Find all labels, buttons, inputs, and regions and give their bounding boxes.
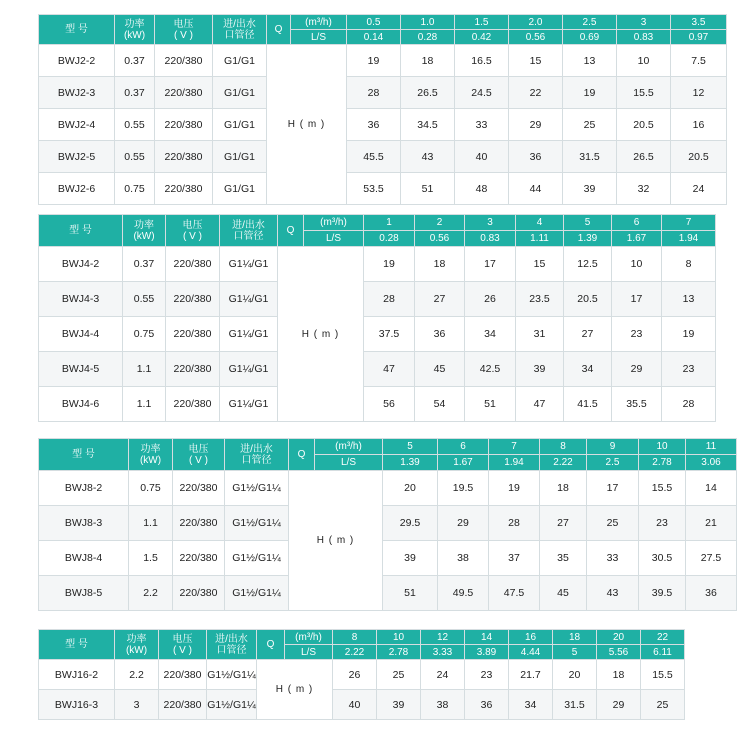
head-value: 23.5	[516, 282, 564, 317]
model-cell: BWJ2-6	[39, 173, 115, 205]
head-value: 47.5	[489, 576, 540, 611]
head-value: 12	[671, 77, 727, 109]
head-label: H ( m )	[278, 247, 364, 422]
model-header: 型 号	[39, 215, 123, 247]
power-cell: 1.5	[129, 541, 173, 576]
power-cell: 3	[115, 690, 159, 720]
head-value: 18	[540, 471, 587, 506]
model-cell: BWJ4-5	[39, 352, 123, 387]
flow-ls-value: 1.67	[612, 231, 662, 247]
flow-m3h-value: 22	[641, 630, 685, 645]
voltage-cell: 220/380	[166, 282, 220, 317]
model-cell: BWJ8-2	[39, 471, 129, 506]
voltage-cell: 220/380	[166, 247, 220, 282]
pipe-cell: G1/G1	[213, 109, 267, 141]
power-cell: 0.75	[123, 317, 166, 352]
head-value: 27.5	[686, 541, 737, 576]
unit-ls: L/S	[291, 30, 347, 45]
head-value: 39	[516, 352, 564, 387]
head-value: 24	[671, 173, 727, 205]
voltage-cell: 220/380	[155, 45, 213, 77]
head-value: 12.5	[564, 247, 612, 282]
head-value: 18	[415, 247, 465, 282]
head-value: 17	[465, 247, 516, 282]
flow-m3h-value: 20	[597, 630, 641, 645]
flow-m3h-value: 5	[383, 439, 438, 455]
voltage-cell: 220/380	[173, 576, 225, 611]
head-value: 21	[686, 506, 737, 541]
head-value: 39	[383, 541, 438, 576]
power-cell: 0.55	[115, 141, 155, 173]
voltage-cell: 220/380	[166, 387, 220, 422]
head-value: 34	[509, 690, 553, 720]
head-value: 31	[516, 317, 564, 352]
flow-m3h-value: 6	[438, 439, 489, 455]
voltage-cell: 220/380	[155, 173, 213, 205]
model-cell: BWJ16-3	[39, 690, 115, 720]
table-row	[39, 576, 737, 611]
model-cell: BWJ2-2	[39, 45, 115, 77]
head-value: 34	[465, 317, 516, 352]
head-value: 36	[347, 109, 401, 141]
head-value: 38	[438, 541, 489, 576]
flow-ls-value: 0.28	[364, 231, 415, 247]
flow-ls-value: 0.83	[617, 30, 671, 45]
power-cell: 1.1	[123, 387, 166, 422]
model-header: 型 号	[39, 15, 115, 45]
head-value: 41.5	[564, 387, 612, 422]
head-value: 37	[489, 541, 540, 576]
flow-ls-value: 1.39	[383, 455, 438, 471]
head-value: 48	[455, 173, 509, 205]
head-value: 16.5	[455, 45, 509, 77]
head-value: 25	[587, 506, 639, 541]
head-value: 15	[516, 247, 564, 282]
unit-m3h: (m³/h)	[315, 439, 383, 455]
q-header: Q	[257, 630, 285, 660]
voltage-cell: 220/380	[173, 506, 225, 541]
power-cell: 0.37	[115, 45, 155, 77]
head-value: 28	[489, 506, 540, 541]
head-value: 47	[364, 352, 415, 387]
head-value: 28	[662, 387, 716, 422]
power-cell: 0.75	[129, 471, 173, 506]
head-value: 33	[587, 541, 639, 576]
head-value: 23	[662, 352, 716, 387]
power-cell: 0.75	[115, 173, 155, 205]
head-value: 49.5	[438, 576, 489, 611]
flow-m3h-value: 14	[465, 630, 509, 645]
head-value: 36	[686, 576, 737, 611]
head-value: 39	[377, 690, 421, 720]
pipe-cell: G1½/G1¼	[225, 506, 289, 541]
unit-ls: L/S	[315, 455, 383, 471]
table-row	[39, 317, 716, 352]
flow-m3h-value: 3.5	[671, 15, 727, 30]
head-value: 19	[489, 471, 540, 506]
flow-ls-value: 2.22	[540, 455, 587, 471]
head-value: 7.5	[671, 45, 727, 77]
table-row	[39, 471, 737, 506]
flow-ls-value: 1.94	[662, 231, 716, 247]
power-cell: 2.2	[129, 576, 173, 611]
pipe-cell: G1½/G1¼	[225, 471, 289, 506]
head-value: 26.5	[617, 141, 671, 173]
head-value: 34.5	[401, 109, 455, 141]
flow-ls-value: 0.14	[347, 30, 401, 45]
model-cell: BWJ8-4	[39, 541, 129, 576]
flow-m3h-value: 10	[639, 439, 686, 455]
head-value: 18	[401, 45, 455, 77]
table-row	[39, 173, 727, 205]
flow-m3h-value: 7	[489, 439, 540, 455]
voltage-header: 电压 ( V )	[159, 630, 207, 660]
head-value: 17	[612, 282, 662, 317]
table-row	[39, 109, 727, 141]
model-cell: BWJ8-5	[39, 576, 129, 611]
head-value: 10	[612, 247, 662, 282]
flow-ls-value: 5	[553, 645, 597, 660]
head-value: 47	[516, 387, 564, 422]
pipe-cell: G1¼/G1	[220, 352, 278, 387]
head-value: 18	[597, 660, 641, 690]
power-cell: 0.37	[115, 77, 155, 109]
model-cell: BWJ2-3	[39, 77, 115, 109]
voltage-cell: 220/380	[155, 109, 213, 141]
head-value: 20.5	[564, 282, 612, 317]
pipe-cell: G1½/G1¼	[225, 576, 289, 611]
head-value: 45	[415, 352, 465, 387]
pipe-cell: G1/G1	[213, 45, 267, 77]
flow-ls-value: 2.78	[377, 645, 421, 660]
head-value: 29	[612, 352, 662, 387]
unit-m3h: (m³/h)	[304, 215, 364, 231]
flow-m3h-value: 1.5	[455, 15, 509, 30]
voltage-cell: 220/380	[166, 352, 220, 387]
flow-ls-value: 2.78	[639, 455, 686, 471]
head-value: 22	[509, 77, 563, 109]
flow-m3h-value: 1.0	[401, 15, 455, 30]
pipe-cell: G1/G1	[213, 173, 267, 205]
power-cell: 0.55	[123, 282, 166, 317]
flow-m3h-value: 8	[540, 439, 587, 455]
head-value: 40	[333, 690, 377, 720]
pipe-header: 进/出水 口管径	[213, 15, 267, 45]
flow-ls-value: 2.22	[333, 645, 377, 660]
pipe-cell: G1¼/G1	[220, 387, 278, 422]
flow-m3h-value: 9	[587, 439, 639, 455]
flow-m3h-value: 6	[612, 215, 662, 231]
power-cell: 1.1	[129, 506, 173, 541]
model-cell: BWJ2-4	[39, 109, 115, 141]
pipe-header: 进/出水 口管径	[220, 215, 278, 247]
flow-ls-value: 3.06	[686, 455, 737, 471]
voltage-cell: 220/380	[166, 317, 220, 352]
flow-m3h-value: 2	[415, 215, 465, 231]
pipe-cell: G1½/G1¼	[207, 660, 257, 690]
flow-m3h-value: 10	[377, 630, 421, 645]
head-value: 45.5	[347, 141, 401, 173]
head-value: 15	[509, 45, 563, 77]
unit-ls: L/S	[285, 645, 333, 660]
pipe-header: 进/出水 口管径	[207, 630, 257, 660]
head-value: 21.7	[509, 660, 553, 690]
head-value: 20.5	[671, 141, 727, 173]
head-value: 27	[564, 317, 612, 352]
flow-ls-value: 5.56	[597, 645, 641, 660]
model-header: 型 号	[39, 439, 129, 471]
head-value: 13	[662, 282, 716, 317]
pipe-header: 进/出水 口管径	[225, 439, 289, 471]
head-value: 20	[383, 471, 438, 506]
q-header: Q	[267, 15, 291, 45]
table-row	[39, 282, 716, 317]
power-header: 功率 (kW)	[115, 15, 155, 45]
head-value: 26	[333, 660, 377, 690]
flow-ls-value: 3.33	[421, 645, 465, 660]
flow-m3h-value: 18	[553, 630, 597, 645]
spec-table	[38, 629, 685, 720]
head-value: 36	[465, 690, 509, 720]
head-value: 26	[465, 282, 516, 317]
flow-m3h-value: 3	[617, 15, 671, 30]
head-value: 42.5	[465, 352, 516, 387]
head-value: 33	[455, 109, 509, 141]
flow-m3h-value: 7	[662, 215, 716, 231]
flow-m3h-value: 0.5	[347, 15, 401, 30]
head-label: H ( m )	[289, 471, 383, 611]
head-value: 8	[662, 247, 716, 282]
head-value: 27	[415, 282, 465, 317]
flow-ls-value: 0.56	[509, 30, 563, 45]
flow-ls-value: 1.94	[489, 455, 540, 471]
voltage-header: 电压 ( V )	[173, 439, 225, 471]
voltage-cell: 220/380	[155, 141, 213, 173]
flow-ls-value: 2.5	[587, 455, 639, 471]
head-value: 29	[438, 506, 489, 541]
table-row	[39, 352, 716, 387]
power-cell: 1.1	[123, 352, 166, 387]
head-value: 29	[509, 109, 563, 141]
power-cell: 2.2	[115, 660, 159, 690]
head-value: 37.5	[364, 317, 415, 352]
table-row	[39, 387, 716, 422]
flow-ls-value: 0.28	[401, 30, 455, 45]
power-header: 功率 (kW)	[129, 439, 173, 471]
unit-m3h: (m³/h)	[291, 15, 347, 30]
header-row	[39, 15, 727, 30]
table-row	[39, 141, 727, 173]
head-value: 54	[415, 387, 465, 422]
head-value: 27	[540, 506, 587, 541]
head-value: 19.5	[438, 471, 489, 506]
head-value: 26.5	[401, 77, 455, 109]
model-cell: BWJ4-3	[39, 282, 123, 317]
head-value: 28	[347, 77, 401, 109]
voltage-cell: 220/380	[173, 471, 225, 506]
flow-ls-value: 6.11	[641, 645, 685, 660]
flow-m3h-value: 1	[364, 215, 415, 231]
head-value: 25	[563, 109, 617, 141]
table-row	[39, 77, 727, 109]
head-value: 19	[662, 317, 716, 352]
flow-ls-value: 0.97	[671, 30, 727, 45]
head-value: 16	[671, 109, 727, 141]
pipe-cell: G1¼/G1	[220, 317, 278, 352]
head-value: 36	[509, 141, 563, 173]
voltage-cell: 220/380	[173, 541, 225, 576]
table-row	[39, 45, 727, 77]
q-header: Q	[289, 439, 315, 471]
head-label: H ( m )	[257, 660, 333, 720]
table-row	[39, 247, 716, 282]
table-row	[39, 660, 685, 690]
head-value: 10	[617, 45, 671, 77]
head-value: 19	[563, 77, 617, 109]
q-header: Q	[278, 215, 304, 247]
flow-m3h-value: 2.5	[563, 15, 617, 30]
model-cell: BWJ4-6	[39, 387, 123, 422]
flow-m3h-value: 8	[333, 630, 377, 645]
head-value: 30.5	[639, 541, 686, 576]
model-cell: BWJ4-2	[39, 247, 123, 282]
flow-ls-value: 1.11	[516, 231, 564, 247]
spec-table	[38, 214, 716, 422]
model-cell: BWJ2-5	[39, 141, 115, 173]
head-value: 15.5	[617, 77, 671, 109]
flow-m3h-value: 12	[421, 630, 465, 645]
pipe-cell: G1¼/G1	[220, 282, 278, 317]
head-value: 24.5	[455, 77, 509, 109]
head-value: 43	[587, 576, 639, 611]
head-value: 24	[421, 660, 465, 690]
head-value: 44	[509, 173, 563, 205]
pipe-cell: G1½/G1¼	[225, 541, 289, 576]
pipe-cell: G1/G1	[213, 141, 267, 173]
head-value: 15.5	[639, 471, 686, 506]
flow-ls-value: 0.56	[415, 231, 465, 247]
flow-ls-value: 0.69	[563, 30, 617, 45]
head-value: 23	[639, 506, 686, 541]
head-value: 35.5	[612, 387, 662, 422]
flow-m3h-value: 11	[686, 439, 737, 455]
head-value: 32	[617, 173, 671, 205]
model-cell: BWJ8-3	[39, 506, 129, 541]
head-value: 23	[465, 660, 509, 690]
head-value: 29.5	[383, 506, 438, 541]
head-value: 25	[641, 690, 685, 720]
pipe-cell: G1½/G1¼	[207, 690, 257, 720]
head-value: 29	[597, 690, 641, 720]
head-value: 31.5	[563, 141, 617, 173]
voltage-cell: 220/380	[159, 660, 207, 690]
flow-m3h-value: 3	[465, 215, 516, 231]
model-header: 型 号	[39, 630, 115, 660]
head-value: 56	[364, 387, 415, 422]
spec-table	[38, 438, 737, 611]
model-cell: BWJ16-2	[39, 660, 115, 690]
unit-ls: L/S	[304, 231, 364, 247]
voltage-header: 电压 ( V )	[166, 215, 220, 247]
flow-ls-value: 1.39	[564, 231, 612, 247]
flow-ls-value: 4.44	[509, 645, 553, 660]
head-value: 51	[383, 576, 438, 611]
voltage-header: 电压 ( V )	[155, 15, 213, 45]
head-value: 40	[455, 141, 509, 173]
head-value: 14	[686, 471, 737, 506]
head-value: 28	[364, 282, 415, 317]
head-value: 53.5	[347, 173, 401, 205]
flow-m3h-value: 5	[564, 215, 612, 231]
table-row	[39, 690, 685, 720]
head-value: 51	[465, 387, 516, 422]
unit-m3h: (m³/h)	[285, 630, 333, 645]
head-value: 13	[563, 45, 617, 77]
flow-ls-value: 1.67	[438, 455, 489, 471]
header-row	[39, 630, 685, 645]
flow-m3h-value: 16	[509, 630, 553, 645]
head-value: 38	[421, 690, 465, 720]
header-row	[39, 215, 716, 231]
flow-ls-value: 0.83	[465, 231, 516, 247]
table-row	[39, 541, 737, 576]
flow-ls-value: 0.42	[455, 30, 509, 45]
pipe-cell: G1¼/G1	[220, 247, 278, 282]
head-value: 39	[563, 173, 617, 205]
head-value: 31.5	[553, 690, 597, 720]
head-value: 25	[377, 660, 421, 690]
voltage-cell: 220/380	[159, 690, 207, 720]
power-cell: 0.37	[123, 247, 166, 282]
power-cell: 0.55	[115, 109, 155, 141]
head-value: 19	[364, 247, 415, 282]
head-value: 19	[347, 45, 401, 77]
head-label: H ( m )	[267, 45, 347, 205]
pipe-cell: G1/G1	[213, 77, 267, 109]
head-value: 43	[401, 141, 455, 173]
head-value: 15.5	[641, 660, 685, 690]
power-header: 功率 (kW)	[123, 215, 166, 247]
head-value: 20	[553, 660, 597, 690]
power-header: 功率 (kW)	[115, 630, 159, 660]
head-value: 36	[415, 317, 465, 352]
head-value: 45	[540, 576, 587, 611]
head-value: 20.5	[617, 109, 671, 141]
table-row	[39, 506, 737, 541]
head-value: 51	[401, 173, 455, 205]
head-value: 23	[612, 317, 662, 352]
head-value: 39.5	[639, 576, 686, 611]
spec-table	[38, 14, 727, 205]
head-value: 17	[587, 471, 639, 506]
head-value: 35	[540, 541, 587, 576]
model-cell: BWJ4-4	[39, 317, 123, 352]
header-row	[39, 439, 737, 455]
flow-m3h-value: 2.0	[509, 15, 563, 30]
voltage-cell: 220/380	[155, 77, 213, 109]
flow-ls-value: 3.89	[465, 645, 509, 660]
flow-m3h-value: 4	[516, 215, 564, 231]
head-value: 34	[564, 352, 612, 387]
